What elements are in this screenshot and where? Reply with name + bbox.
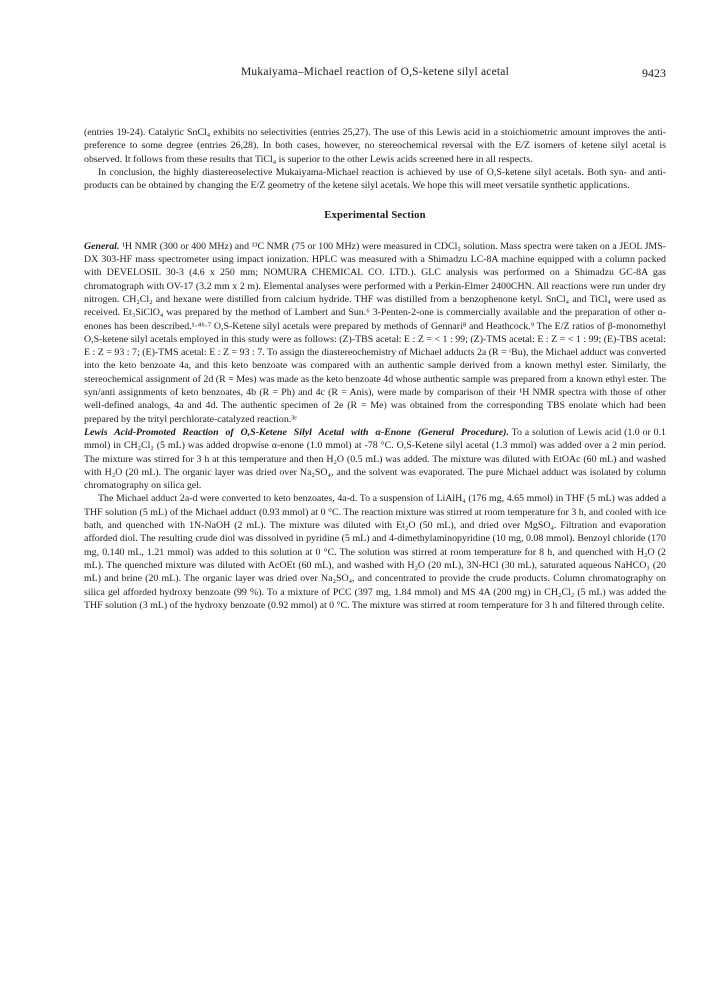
running-head (84, 66, 666, 82)
paragraph-procedure (84, 426, 666, 492)
general-heading: General. (84, 240, 120, 252)
paragraph-conversion: The Michael adduct 2a-d were converted to keto benzoates, 4a-d. To a suspension of LiAlH₄ (176 mg, 4.65 mmol) in THF (5 mL) was added a THF solution (5 mL) of the Michael adduct (0.93 mmol) at 0 °C. The reaction mixture was stirred at room temperature for 3 h, and cooled with ice bath, and quenched with 1N-NaOH (2 mL). The mixture was diluted with Et₂O (50 mL), and dried over MgSO₄. Filtration and evaporation afforded diol. The resulting crude diol was dissolved in pyridine (5 mL) and 4-dimethylaminopyridine (10 mg, 0.08 mmol). Benzoyl chloride (170 mg, 0.140 mL, 1.21 mmol) was added to this solution at 0 °C. The solution was stirred at room temperature for 8 h, and quenched with H₂O (2 mL). The quenched mixture was diluted with AcOEt (60 mL), and washed with H₂O (20 mL), 3N-HCl (30 mL), saturated aqueous NaHCO₃ (20 mL) and brine (20 mL). The organic layer was dried over Na₂SO₄, and concentrated to provide the crude products. Column chromatography on silica gel afforded hydroxy benzoate (99 %). To a mixture of PCC (397 mg, 1.84 mmol) and MS 4A (200 mg) in CH₂Cl₂ (5 mL) was added the THF solution (3 mL) of the hydroxy benzoate (0.92 mmol) at 0 °C. The mixture was stirred at room temperature for 3 h and filtered through celite. (84, 493, 666, 611)
running-title: Mukaiyama–Michael reaction of O,S-ketene silyl acetal (241, 66, 509, 78)
page-number: 9423 (642, 66, 666, 80)
paragraph-results: (entries 19-24). Catalytic SnCl₄ exhibits no selectivities (entries 25,27). The use of this Lewis acid in a stoichiometric amount improves the anti-preference to some degree (entries 26,28). In both cases, however, no stereochemical reversal with the E/Z isomers of ketene silyl acetal is observed. It follows from these results that TiCl₄ is superior to the other Lewis acids screened here in all respects. (84, 127, 666, 165)
paragraph-general (84, 240, 666, 426)
general-text: ¹H NMR (300 or 400 MHz) and ¹³C NMR (75 or 100 MHz) were measured in CDCl₃ solution. Mass spectra were taken on a JEOL JMS-DX 303-HF mass spectrometer using impact ionization. HPLC was measured with a Shimadzu LC-8A machine equipped with a column packed with DEVELOSIL 30-3 (4.6 x 250 mm; NOMURA CHEMICAL CO. LTD.). GLC analysis was performed on a Shimadzu GC-8A gas chromatograph with OV-17 (3.2 mm x 2 m). Elemental analyses were performed with a Perkin-Elmer 2400CHN. All reactions were run under dry nitrogen. CH₂Cl₂ and hexane were distilled from calcium hydride. THF was distilled from a benzophenone ketyl. SnCl₄ and TiCl₄ were used as received. Et₃SiClO₄ was prepared by the method of Lambert and Sun.⁶ 3-Penten-2-one is commercially available and the preparation of other α-enones has been described.¹·⁴ᵇ·⁷ O,S-Ketene silyl acetals were prepared by methods of Gennari⁸ and Heathcock.⁹ The E/Z ratios of β-monomethyl O,S-ketene silyl acetals employed in this study were as follows: (Z)-TBS acetal: E : Z = < 1 : 99; (Z)-TMS acetal: E : Z = < 1 : 99; (E)-TBS acetal: E : Z = 93 : 7; (E)-TMS acetal: E : Z = 93 : 7. To assign the diastereochemistry of Michael adducts 2a (R = ᵗBu), the Michael adduct was converted into the keto benzoate 4a, and this keto benzoate was compared with an authentic sample derived from a known methyl ester. Similarly, the stereochemical assignment of 2d (R = Mes) was made as the keto benzoate 4d whose authentic sample was prepared from a known ethyl ester. The syn/anti assignments of keto benzoates, 4b (R = Ph) and 4c (R = Anis), were made by comparison of their ¹H NMR spectra with those of other well-defined analogs, 4a and 4d. The authentic specimen of 2e (R = Me) was obtained from the corresponding TBS enolate which had been prepared by the trityl perchlorate-catalyzed reaction.³ᵉ (84, 240, 666, 425)
paragraph-conclusion: In conclusion, the highly diastereoselective Mukaiyama-Michael reaction is achieved by use of O,S-ketene silyl acetals. Both syn- and anti-products can be obtained by changing the E/Z geometry of the ketene silyl acetals. We hope this will meet versatile synthetic applications. (84, 166, 666, 192)
procedure-heading: Lewis Acid-Promoted Reaction of O,S-Ketene Silyl Acetal with α-Enone (General Procedure). (84, 426, 509, 438)
section-title: Experimental Section (324, 210, 426, 222)
procedure-text: To a solution of Lewis acid (1.0 or 0.1 mmol) in CH₂Cl₂ (5 mL) was added dropwise α-enone (1.0 mmol) at -78 °C. O,S-Ketene silyl acetal (1.3 mmol) was added over a 2 min period. The mixture was stirred for 3 h at this temperature and then H₂O (0.5 mL) was added. The mixture was diluted with EtOAc (60 mL) and washed with H₂O (20 mL). The organic layer was dried over Na₂SO₄, and the solvent was evaporated. The pure Michael adduct was isolated by column chromatography on silica gel. (84, 426, 666, 492)
article-body (84, 126, 666, 612)
